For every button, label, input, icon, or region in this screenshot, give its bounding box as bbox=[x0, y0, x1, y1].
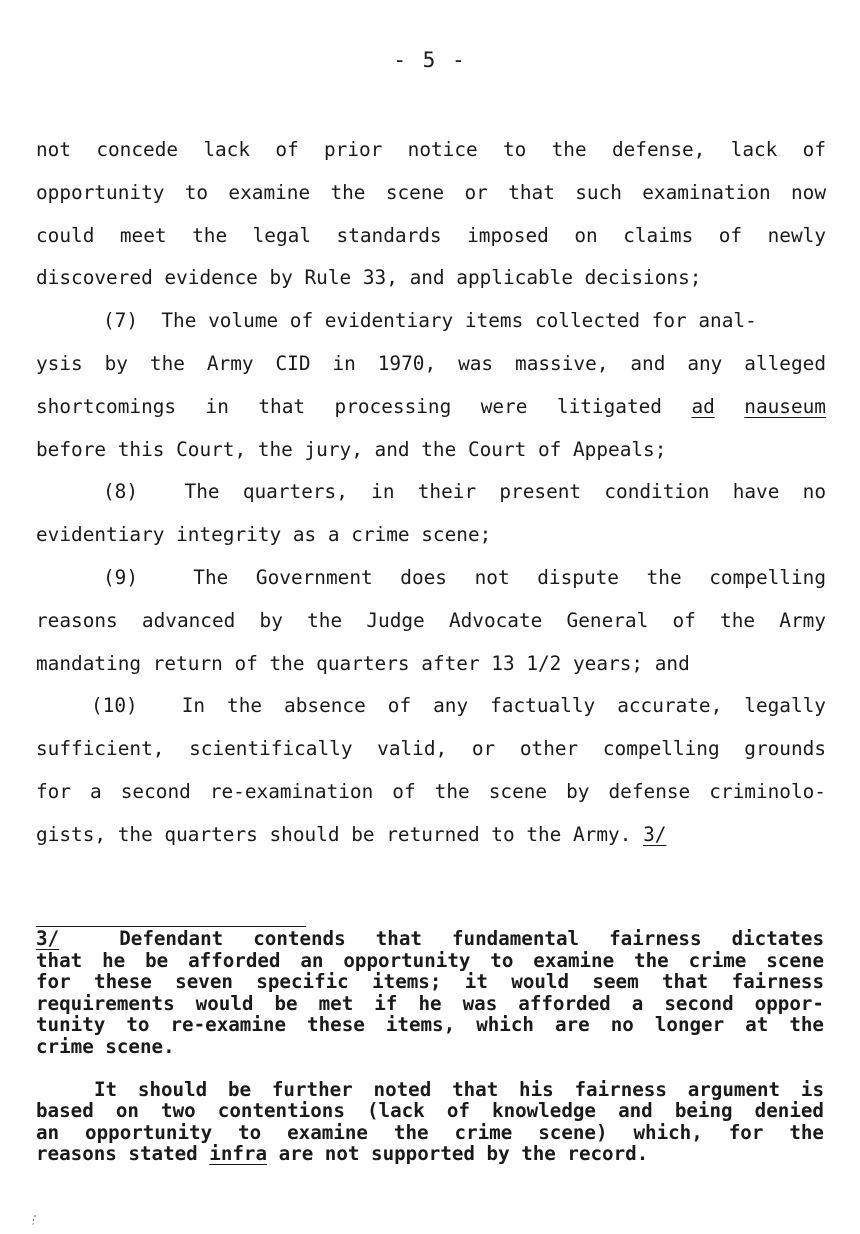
text-line: an opportunity to examine the crime scene) which, for the bbox=[36, 1120, 824, 1144]
text-line: opportunity to examine the scene or that such examination now bbox=[36, 180, 826, 204]
text-line: (7) The volume of evidentiary items collected for anal- bbox=[103, 309, 757, 333]
text-fragment: reasons stated bbox=[36, 1142, 210, 1166]
text-line: It should be further noted that his fairness argument is bbox=[94, 1077, 824, 1101]
scan-speck bbox=[32, 1214, 36, 1226]
text-line: reasons advanced by the Judge Advocate General of the Army bbox=[36, 608, 826, 632]
text-line: sufficient, scientifically valid, or other compelling grounds bbox=[36, 737, 826, 761]
page-number: - 5 - bbox=[393, 48, 467, 72]
text-line bbox=[36, 814, 826, 857]
paragraph-item-10 bbox=[36, 685, 826, 856]
underlined-term: nauseum bbox=[744, 394, 826, 418]
continuation-paragraph bbox=[36, 129, 826, 300]
text-line: before this Court, the jury, and the Court of Appeals; bbox=[36, 437, 667, 461]
paragraph-item-9 bbox=[36, 557, 826, 685]
underlined-term: ad bbox=[691, 394, 715, 418]
text-line: for a second re-examination of the scene by defense criminolo- bbox=[36, 779, 826, 803]
text-line: based on two contentions (lack of knowledge and being denied bbox=[36, 1099, 824, 1123]
paragraph-item-7 bbox=[36, 300, 826, 471]
text-line: mandating return of the quarters after 13 1/2 years; and bbox=[36, 651, 690, 675]
footnote-marker: 3/ bbox=[36, 927, 60, 950]
footnote-paragraph bbox=[36, 1079, 824, 1165]
text-fragment: gists, the quarters should be returned to the Army. bbox=[36, 822, 644, 846]
text-line bbox=[36, 386, 826, 429]
text-line: requirements would be met if he was afforded a second oppor- bbox=[36, 991, 824, 1015]
footnote-paragraph bbox=[36, 928, 824, 1058]
text-line bbox=[36, 1143, 824, 1165]
text-line: (9) The Government does not dispute the compelling bbox=[103, 565, 826, 589]
body-text bbox=[36, 129, 826, 857]
text-line: ysis by the Army CID in 1970, was massive, and any alleged bbox=[36, 351, 826, 375]
text-line: discovered evidence by Rule 33, and applicable decisions; bbox=[36, 266, 702, 290]
text-line: that he be afforded an opportunity to examine the crime scene bbox=[36, 948, 824, 972]
text-line: tunity to re-examine these items, which are no longer at the bbox=[36, 1013, 824, 1037]
paragraph-item-8 bbox=[36, 471, 826, 557]
text-fragment: Defendant contends that fundamental fairness dictates bbox=[59, 927, 824, 950]
text-line: crime scene. bbox=[36, 1034, 175, 1058]
text-fragment: shortcomings in that processing were litigated bbox=[36, 394, 692, 418]
text-line: not concede lack of prior notice to the defense, lack of bbox=[36, 138, 826, 161]
text-line: (8) The quarters, in their present condition have no bbox=[103, 480, 826, 504]
text-fragment: are not supported by the record. bbox=[267, 1142, 649, 1166]
footnote-section bbox=[36, 928, 824, 1165]
text-line: for these seven specific items; it would seem that fairness bbox=[36, 970, 824, 994]
text-line: could meet the legal standards imposed on claims of newly bbox=[36, 223, 826, 247]
text-line: (10) In the absence of any factually accurate, legally bbox=[91, 694, 826, 718]
text-line bbox=[36, 928, 824, 950]
underlined-term: infra bbox=[209, 1142, 268, 1166]
footnote-reference: 3/ bbox=[643, 822, 667, 846]
text-line: evidentiary integrity as a crime scene; bbox=[36, 523, 492, 547]
